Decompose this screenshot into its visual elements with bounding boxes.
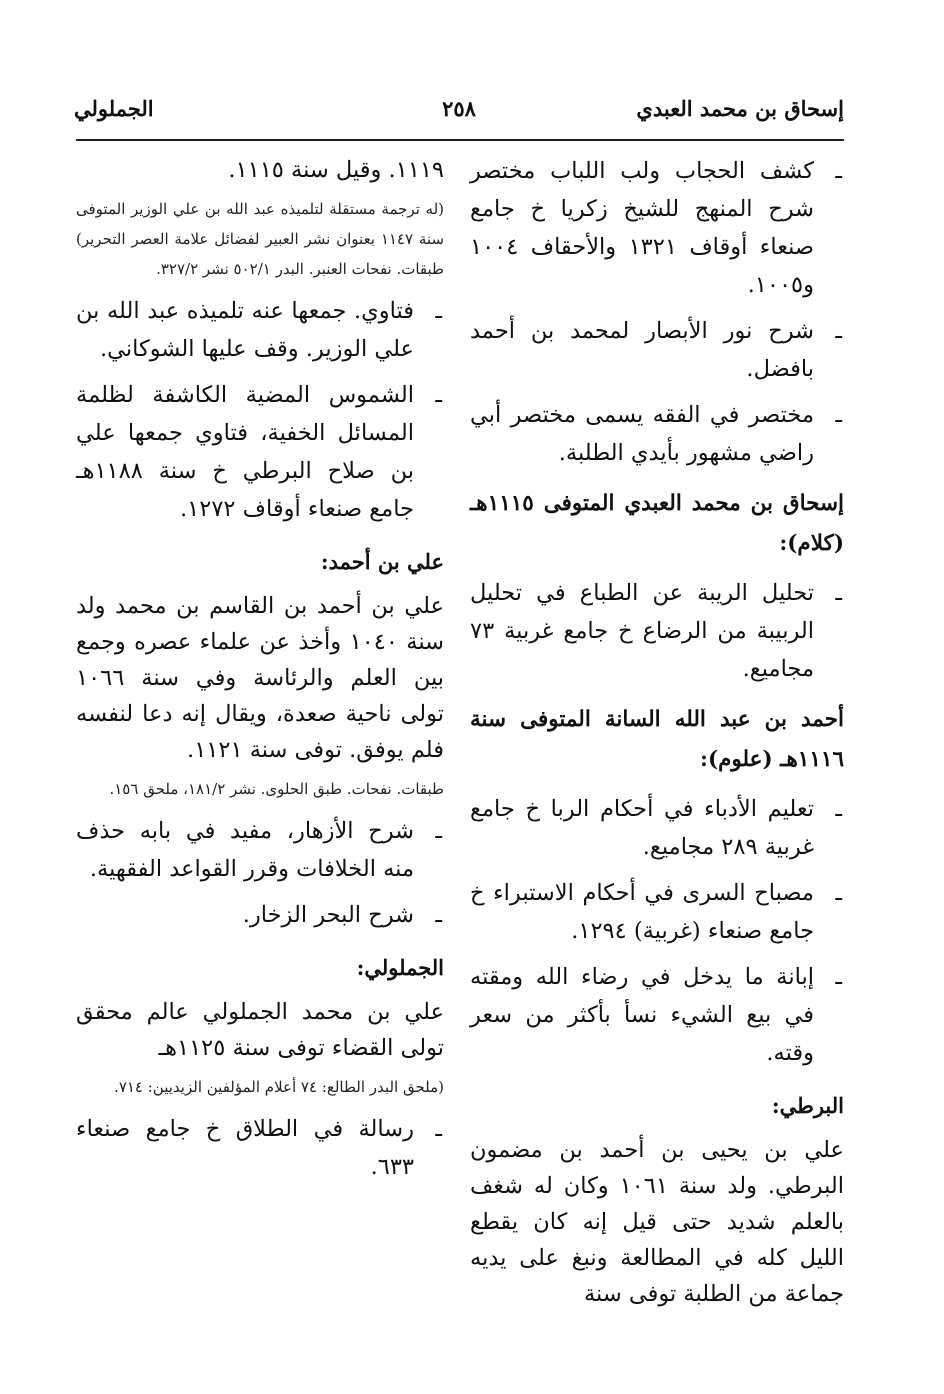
list-item <box>470 396 844 472</box>
item-text: شرح نور الأبصار لمحمد بن أحمد بافضل. <box>470 318 814 382</box>
bullet-dash: ـ <box>435 298 442 324</box>
biography-ali: علي بن أحمد بن القاسم بن محمد ولد سنة ١٠٤٠ وأخذ عن علماء عصره وجمع بين العلم والرئاسة وفي سنة ١٠٦٦ تولى ناحية صعدة، ويقال إنه دعا لنفسه فلم يوفق. توفى سنة ١١٢١. <box>76 593 445 763</box>
year-line: ١١١٩. وقيل سنة ١١١٥. <box>228 157 444 183</box>
bullet-dash: ـ <box>435 1116 442 1142</box>
biography-jamlouli: علي بن محمد الجملولي عالم محقق تولى القضاء توفى سنة ١١٢٥هـ <box>76 999 444 1061</box>
bullet-dash: ـ <box>835 964 842 990</box>
item-text: مختصر في الفقه يسمى مختصر أبي راضي مشهور بأيدي الطلبة. <box>470 402 814 466</box>
item-text: تحليل الريبة عن الطباع في تحليل الربيبة من الرضاع خ جامع غربية ٧٣ مجاميع. <box>470 580 814 682</box>
list-item <box>470 874 844 950</box>
source-note: (ملحق البدر الطالع: ٧٤ أعلام المؤلفين الزيديين: ٧١٤. <box>114 1078 444 1096</box>
list-item <box>470 312 844 388</box>
list-item <box>76 1110 444 1186</box>
item-text: الشموس المضية الكاشفة لظلمة المسائل الخفية، فتاوي جمعها علي بن صلاح البرطي خ سنة ١١٨٨هـ جامع صنعاء أوقاف ١٢٧٢. <box>76 382 414 522</box>
item-text: فتاوي. جمعها عنه تلميذه عبد الله بن علي الوزير. وقف عليها الشوكاني. <box>76 298 414 362</box>
item-text: تعليم الأدباء في أحكام الربا خ جامع غربية ٢٨٩ مجاميع. <box>470 796 814 860</box>
right-column <box>470 152 844 1318</box>
list-item <box>76 376 444 528</box>
entry-label-ali: علي بن أحمد: <box>320 549 444 574</box>
list-item <box>76 292 444 368</box>
list-item <box>470 958 844 1072</box>
bullet-dash: ـ <box>835 580 842 606</box>
bullet-dash: ـ <box>435 382 442 408</box>
item-text: رسالة في الطلاق خ جامع صنعاء ٦٣٣. <box>76 1116 414 1180</box>
bullet-dash: ـ <box>835 158 842 184</box>
item-text: كشف الحجاب ولب اللباب مختصر شرح المنهج للشيخ زكريا خ جامع صنعاء أوقاف ١٣٢١ والأحقاف ١٠٠٤ و١٠٠٥. <box>470 158 814 298</box>
bullet-dash: ـ <box>435 818 442 844</box>
source-note: (له ترجمة مستقلة لتلميذه عبد الله بن علي الوزير المتوفى سنة ١١٤٧ بعنوان نشر العبير لفضائل علامة العصر التحرير) طبقات. نفحات العنبر. البدر ٥٠٢/١ نشر ٣٢٧/٢. <box>76 200 445 278</box>
biography-barti: علي بن يحيى بن أحمد بن مضمون البرطي. ولد سنة ١٠٦١ وكان له شغف بالعلم شديد حتى قيل إنه كان يقطع الليل كله في المطالعة ونبغ على يديه جماعة من الطلبة توفى سنة <box>470 1137 844 1307</box>
running-header <box>74 96 844 130</box>
header-right-title: إسحاق بن محمد العبدي <box>636 96 844 121</box>
entry-label-barti: البرطي: <box>771 1093 844 1118</box>
list-item <box>470 790 844 866</box>
header-rule <box>76 139 844 141</box>
bullet-dash: ـ <box>835 402 842 428</box>
bullet-dash: ـ <box>835 318 842 344</box>
list-item <box>76 812 444 888</box>
left-column <box>76 152 444 1194</box>
bullet-dash: ـ <box>435 902 442 928</box>
header-left-title: الجملولي <box>74 96 154 121</box>
entry-heading-ishaq: إسحاق بن محمد العبدي المتوفى ١١١٥هـ (كلام): <box>470 491 844 556</box>
entry-label-jamlouli: الجملولي: <box>356 955 444 980</box>
page-number: ٢٥٨ <box>442 96 476 121</box>
item-text: مصباح السرى في أحكام الاستبراء خ جامع صنعاء (غربية) ١٢٩٤. <box>470 880 814 944</box>
list-item <box>470 152 844 304</box>
bullet-dash: ـ <box>835 796 842 822</box>
list-item <box>470 574 844 688</box>
item-text: إبانة ما يدخل في رضاء الله ومقته في بيع الشيء نسأ بأكثر من سعر وقته. <box>470 964 814 1066</box>
item-text: شرح الأزهار، مفيد في بابه حذف منه الخلافات وقرر القواعد الفقهية. <box>76 818 414 882</box>
entry-heading-ahmad: أحمد بن عبد الله السانة المتوفى سنة ١١١٦هـ (علوم): <box>470 707 844 772</box>
bullet-dash: ـ <box>835 880 842 906</box>
list-item <box>76 896 444 934</box>
item-text: شرح البحر الزخار. <box>242 902 414 928</box>
source-note: طبقات. نفحات. طبق الحلوى. نشر ١٨١/٢، ملحق ١٥٦. <box>109 780 444 798</box>
